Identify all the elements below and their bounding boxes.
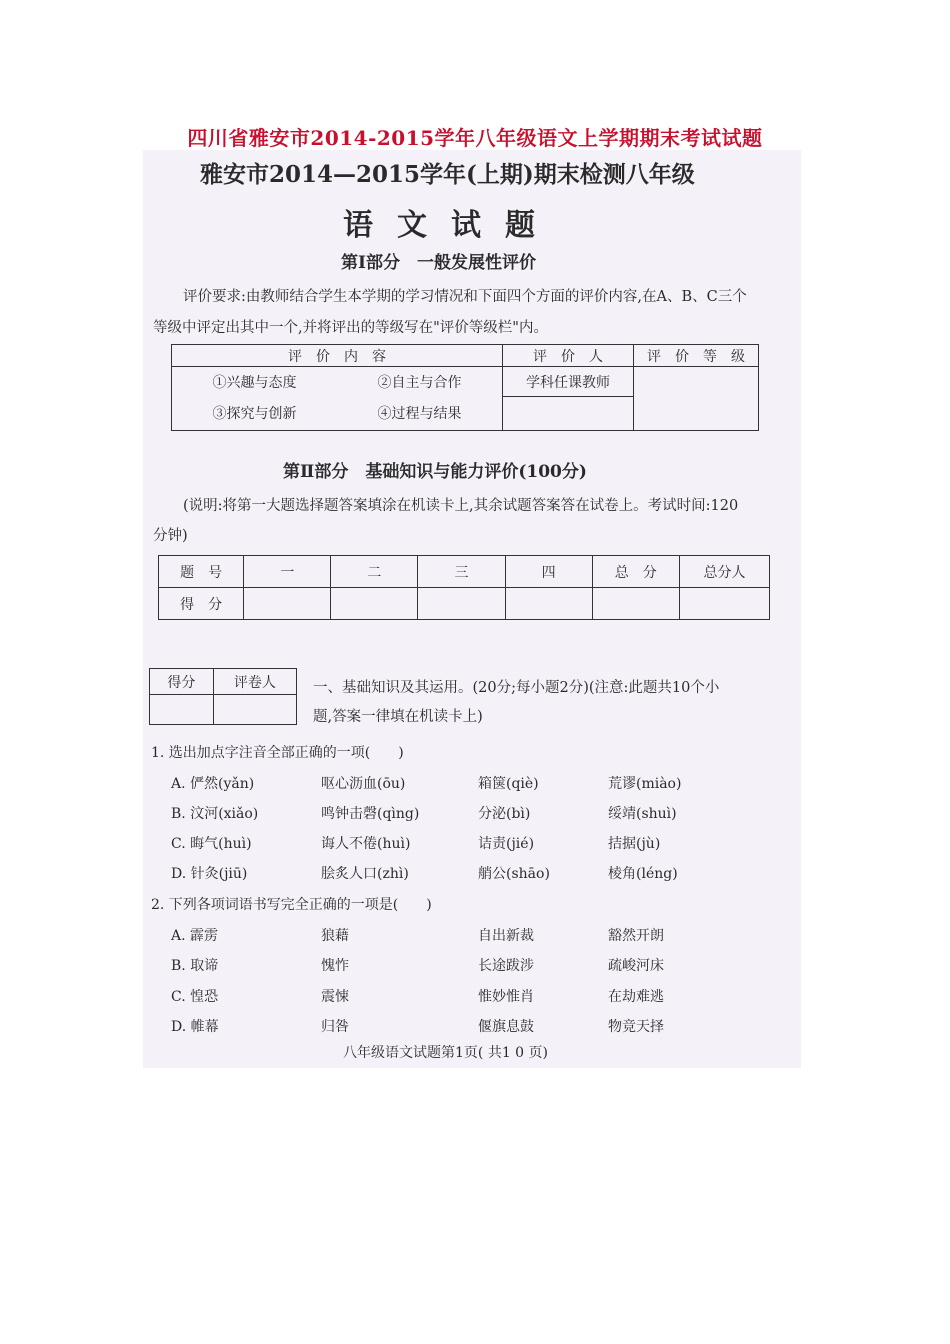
q2-option-d-4: 物竞天择 xyxy=(608,1019,664,1035)
score-cell[interactable] xyxy=(592,588,679,620)
q1-option-c-4: 拮据(jù) xyxy=(608,836,661,852)
q2-option-a-4: 豁然开朗 xyxy=(608,928,664,944)
exam-subtitle: 雅安市2014—2015学年(上期)期末检测八年级 xyxy=(200,161,695,188)
q1-option-b-1: B. 汶河(xiǎo) xyxy=(171,806,259,822)
score-row-label: 得 分 xyxy=(159,588,244,620)
eval-content-3: ③探究与创新 xyxy=(172,397,338,431)
score-cell[interactable] xyxy=(331,588,418,620)
eval-content-1: ①兴趣与态度 xyxy=(172,367,338,397)
q2-option-b-3: 长途跋涉 xyxy=(478,958,534,974)
score-header-scorer: 总分人 xyxy=(679,556,769,588)
q1-option-a-2: 呕心沥血(ōu) xyxy=(321,776,406,792)
scanned-exam-page xyxy=(143,150,801,1068)
q1-option-c-3: 诘责(jié) xyxy=(478,836,535,852)
question1-stem: 1. 选出加点字注音全部正确的一项( ) xyxy=(151,745,404,761)
eval-header-content: 评 价 内 容 xyxy=(172,345,503,367)
eval-person-cell: 学科任课教师 xyxy=(503,367,634,397)
q1-option-b-4: 绥靖(shuì) xyxy=(608,806,677,822)
grader-box-score-label: 得分 xyxy=(150,669,214,695)
eval-person-empty xyxy=(503,397,634,431)
q2-option-a-3: 自出新裁 xyxy=(478,928,534,944)
part2-note-line2: 分钟) xyxy=(153,528,188,544)
q1-option-d-2: 脍炙人口(zhì) xyxy=(321,866,409,882)
score-table xyxy=(158,555,770,620)
score-header-3: 三 xyxy=(418,556,505,588)
grader-box-score-cell[interactable] xyxy=(150,695,214,725)
grader-box-grader-cell[interactable] xyxy=(213,695,296,725)
eval-content-2: ②自主与合作 xyxy=(337,367,503,397)
q2-option-a-1: A. 霹雳 xyxy=(171,928,219,944)
q2-option-a-2: 狼藉 xyxy=(321,928,349,944)
q2-option-b-1: B. 取谛 xyxy=(171,958,219,974)
q2-option-c-1: C. 惶恐 xyxy=(171,989,219,1005)
eval-content-4: ④过程与结果 xyxy=(337,397,503,431)
score-cell[interactable] xyxy=(679,588,769,620)
score-header-1: 一 xyxy=(244,556,331,588)
q1-option-c-1: C. 晦气(huì) xyxy=(171,836,252,852)
evaluation-table xyxy=(171,344,759,431)
q1-option-b-3: 分泌(bì) xyxy=(478,806,531,822)
score-header-2: 二 xyxy=(331,556,418,588)
q2-option-d-1: D. 帷幕 xyxy=(171,1019,219,1035)
score-header-4: 四 xyxy=(505,556,592,588)
eval-header-person: 评 价 人 xyxy=(503,345,634,367)
section1-heading-line2: 题,答案一律填在机读卡上) xyxy=(313,709,483,725)
eval-level-cell[interactable] xyxy=(634,367,759,431)
q1-option-d-4: 棱角(léng) xyxy=(608,866,678,882)
q2-option-c-2: 震悚 xyxy=(321,989,349,1005)
score-cell[interactable] xyxy=(418,588,505,620)
q1-option-d-3: 艄公(shāo) xyxy=(478,866,550,882)
score-cell[interactable] xyxy=(244,588,331,620)
page-footer: 八年级语文试题第1页( 共1 0 页) xyxy=(343,1045,548,1061)
q1-option-d-1: D. 针灸(jiū) xyxy=(171,866,248,882)
q1-option-a-4: 荒谬(miào) xyxy=(608,776,682,792)
score-header-number: 题 号 xyxy=(159,556,244,588)
grader-box-grader-label: 评卷人 xyxy=(213,669,296,695)
grader-box xyxy=(149,668,297,725)
q1-option-b-2: 鸣钟击磬(qìng) xyxy=(321,806,420,822)
section1-heading-line1: 一、基础知识及其运用。(20分;每小题2分)(注意:此题共10个小 xyxy=(313,680,720,696)
part2-note-line1: (说明:将第一大题选择题答案填涂在机读卡上,其余试题答案答在试卷上。考试时间:120 xyxy=(183,498,739,514)
q2-option-b-2: 愧怍 xyxy=(321,958,349,974)
q1-option-c-2: 诲人不倦(huì) xyxy=(321,836,411,852)
q1-option-a-3: 箱箧(qiè) xyxy=(478,776,539,792)
q2-option-d-2: 归咎 xyxy=(321,1019,349,1035)
score-cell[interactable] xyxy=(505,588,592,620)
question2-stem: 2. 下列各项词语书写完全正确的一项是( ) xyxy=(151,897,432,913)
q2-option-c-3: 惟妙惟肖 xyxy=(478,989,534,1005)
part2-title: 第Ⅱ部分 基础知识与能力评价(100分) xyxy=(283,462,587,482)
q2-option-c-4: 在劫难逃 xyxy=(608,989,664,1005)
eval-header-level: 评 价 等 级 xyxy=(634,345,759,367)
exam-subject-title: 语文试题 xyxy=(343,208,559,243)
q2-option-b-4: 疏峻河床 xyxy=(608,958,664,974)
q1-option-a-1: A. 俨然(yǎn) xyxy=(171,776,255,792)
part1-requirement-line1: 评价要求:由教师结合学生本学期的学习情况和下面四个方面的评价内容,在A、B、C三个 xyxy=(183,289,747,305)
score-header-total: 总 分 xyxy=(592,556,679,588)
part1-requirement-line2: 等级中评定出其中一个,并将评出的等级写在"评价等级栏"内。 xyxy=(153,320,548,336)
q2-option-d-3: 偃旗息鼓 xyxy=(478,1019,534,1035)
document-title: 四川省雅安市2014-2015学年八年级语文上学期期末考试试题 xyxy=(187,126,763,150)
part1-title: 第Ⅰ部分 一般发展性评价 xyxy=(341,253,536,273)
